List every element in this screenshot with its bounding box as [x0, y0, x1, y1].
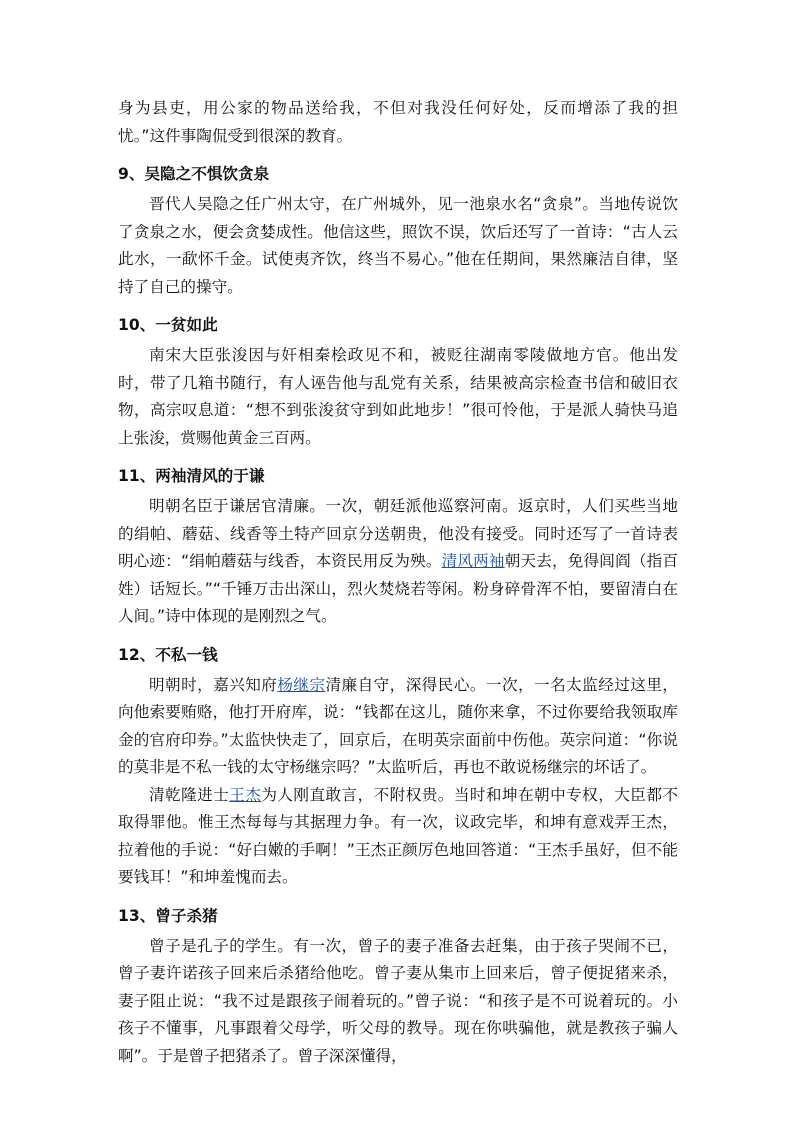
section-11-text-b: 朝天去，免得闾阎（指百姓）话短长。”“千锤万击出深山，烈火焚烧若等闲。粉身碎骨浑不怕，要留清白在人间。”诗中体现的是刚烈之气。	[118, 552, 678, 625]
section-heading-9: 9、吴隐之不惧饮贪泉	[118, 165, 270, 183]
section-12-text-d: 为人刚直敢言，不附权贵。当时和坤在朝中专权，大臣都不取得罪他。惟王杰每每与其据理力争。有一次，议政完毕，和坤有意戏弄王杰，拉着他的手说：“好白嫩的手啊！”王杰正颜厉色地回答道：“王杰手虽好，但不能要钱耳！”和坤羞愧而去。	[118, 785, 678, 886]
section-heading-12: 12、不私一钱	[118, 645, 218, 664]
document-body	[118, 95, 678, 1070]
section-10-paragraph: 南宋大臣张浚因与奸相秦桧政见不和，被贬往湖南零陵做地方官。他出发时，带了几箱书随行，有人诬告他与乱党有关系，结果被高宗检查书信和破旧衣物，高宗叹息道：“想不到张浚贫守到如此地步！”很可怜他，于是派人骑快马追上张浚，赏赐他黄金三百两。	[118, 346, 678, 447]
section-heading-13: 13、曾子杀猪	[118, 906, 218, 925]
section-heading-10: 10、一贫如此	[118, 316, 218, 334]
section-9-paragraph: 晋代人吴隐之任广州太守，在广州城外，见一池泉水名“贪泉”。当地传说饮了贪泉之水，便会贪婪成性。他信这些，照饮不误，饮后还写了一首诗：“古人云此水，一歃怀千金。试使夷齐饮，终当不易心。”他在任期间，果然廉洁自律，坚持了自己的操守。	[118, 195, 678, 296]
section-12-text-b: 清廉自守，深得民心。一次，一名太监经过这里，向他索要贿赂，他打开府库，说：“钱都在这儿，随你来拿，不过你要给我领取库金的官府印券。”太监快快走了，回京后，在明英宗面前中伤他。英宗问道：“你说的莫非是不私一钱的太守杨继宗吗？”太监听后，再也不敢说杨继宗的坏话了。	[118, 675, 678, 776]
link-yang-jizong[interactable]: 杨继宗	[277, 675, 326, 694]
section-11-paragraph	[118, 493, 678, 631]
section-12-text-a: 明朝时，嘉兴知府	[149, 675, 278, 694]
section-12-paragraph-1	[118, 672, 678, 782]
intro-paragraph: 身为县吏，用公家的物品送给我，不但对我没任何好处，反而增添了我的担忧。”这件事陶侃受到很深的教育。	[118, 99, 678, 145]
link-wang-jie[interactable]: 王杰	[229, 785, 262, 804]
section-heading-11: 11、两袖清风的于谦	[118, 467, 265, 485]
section-13-paragraph: 曾子是孔子的学生。有一次，曾子的妻子准备去赶集，由于孩子哭闹不已，曾子妻许诺孩子回来后杀猪给他吃。曾子妻从集市上回来后，曾子便捉猪来杀，妻子阻止说：“我不过是跟孩子闹着玩的。”曾子说：“和孩子是不可说着玩的。小孩子不懂事，凡事跟着父母学，听父母的教导。现在你哄骗他，就是教孩子骗人啊”。于是曾子把猪杀了。曾子深深懂得，	[118, 936, 678, 1065]
section-12-paragraph-2	[118, 782, 678, 892]
section-12-text-c: 清乾隆进士	[149, 785, 230, 804]
section-11-text-a: 明朝名臣于谦居官清廉。一次，朝廷派他巡察河南。返京时，人们买些当地的绢帕、蘑菇、线香等土特产回京分送朝贵，他没有接受。同时还写了一首诗表明心迹：“绢帕蘑菇与线香，本资民用反为殃。	[118, 497, 678, 570]
link-qingfeng-liangxiu[interactable]: 清风两袖	[441, 552, 505, 570]
